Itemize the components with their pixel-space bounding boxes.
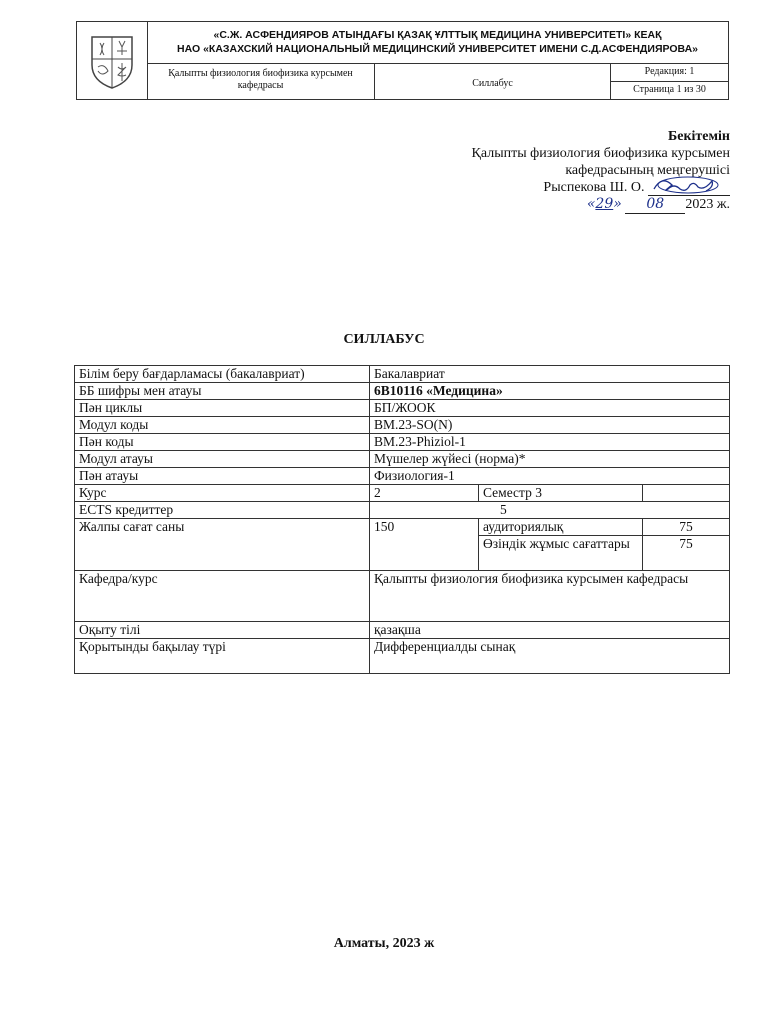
date-day: 29 bbox=[595, 196, 614, 212]
language-value: қазақша bbox=[370, 622, 730, 639]
row-value: Бакалавриат bbox=[370, 366, 730, 383]
row-value: БП/ЖООК bbox=[370, 400, 730, 417]
university-logo bbox=[77, 22, 148, 99]
semester-empty-cell bbox=[643, 485, 730, 502]
row-label: Жалпы сағат саны bbox=[75, 519, 370, 571]
table-row bbox=[75, 451, 730, 468]
table-row bbox=[75, 400, 730, 417]
approval-line-1: Қалыпты физиология биофизика курсымен bbox=[471, 146, 730, 161]
row-label: Пән атауы bbox=[75, 468, 370, 485]
date-quote-open: « bbox=[586, 196, 596, 212]
row-label: ББ шифры мен атауы bbox=[75, 383, 370, 400]
row-label: Оқыту тілі bbox=[75, 622, 370, 639]
row-label: Қорытынды бақылау түрі bbox=[75, 639, 370, 674]
row-label: ECTS кредиттер bbox=[75, 502, 370, 519]
row-label: Пән коды bbox=[75, 434, 370, 451]
approver-name: Рыспекова Ш. О. bbox=[543, 180, 645, 195]
table-row-control bbox=[75, 639, 730, 674]
row-label: Кафедра/курс bbox=[75, 571, 370, 622]
approval-line-2: кафедрасының меңгерушісі bbox=[565, 163, 730, 178]
header-doc-type: Силлабус bbox=[375, 64, 611, 99]
self-study-label: Өзіндік жұмыс сағаттары bbox=[479, 536, 643, 571]
header-edition: Редакция: 1 bbox=[611, 64, 728, 82]
table-row bbox=[75, 468, 730, 485]
table-row-ects bbox=[75, 502, 730, 519]
signature-scribble-icon bbox=[648, 175, 730, 197]
row-label: Білім беру бағдарламасы (бакалавриат) bbox=[75, 366, 370, 383]
header-page-number: Страница 1 из 30 bbox=[633, 84, 706, 95]
university-title bbox=[147, 22, 728, 64]
signature bbox=[648, 181, 730, 196]
ects-value: 5 bbox=[370, 502, 730, 519]
university-name-ru: НАО «КАЗАХСКИЙ НАЦИОНАЛЬНЫЙ МЕДИЦИНСКИЙ УНИВЕРСИТЕТ ИМЕНИ С.Д.АСФЕНДИЯРОВА» bbox=[176, 43, 699, 55]
table-row-hours bbox=[75, 519, 730, 536]
table-row-course bbox=[75, 485, 730, 502]
hours-total: 150 bbox=[370, 519, 479, 571]
document-title: СИЛЛАБУС bbox=[343, 332, 425, 347]
control-value: Дифференциалды сынақ bbox=[370, 639, 730, 674]
document-footer: Алматы, 2023 ж bbox=[333, 936, 435, 951]
row-label: Пән циклы bbox=[75, 400, 370, 417]
row-label: Модул атауы bbox=[75, 451, 370, 468]
approval-block bbox=[472, 128, 730, 214]
row-value: Мүшелер жүйесі (норма)* bbox=[370, 451, 730, 468]
approval-title: Бекітемін bbox=[667, 129, 730, 144]
row-label: Курс bbox=[75, 485, 370, 502]
document-header bbox=[76, 21, 729, 100]
header-department: Қалыпты физиология биофизика курсымен кафедрасы bbox=[147, 64, 375, 99]
row-value: BM.23-SO(N) bbox=[370, 417, 730, 434]
approval-signature-row bbox=[472, 179, 730, 196]
row-value: BM.23-Phiziol-1 bbox=[370, 434, 730, 451]
table-row bbox=[75, 434, 730, 451]
table-row-department bbox=[75, 571, 730, 622]
table-row bbox=[75, 383, 730, 400]
table-row bbox=[75, 417, 730, 434]
row-value: 6В10116 «Медицина» bbox=[370, 383, 730, 400]
university-name-kz: «С.Ж. АСФЕНДИЯРОВ АТЫНДАҒЫ ҚАЗАҚ ҰЛТТЫҚ МЕДИЦИНА УНИВЕРСИТЕТІ» КЕАҚ bbox=[213, 29, 662, 41]
date-year: 2023 ж. bbox=[685, 197, 730, 212]
department-value: Қалыпты физиология биофизика курсымен кафедрасы bbox=[370, 571, 730, 622]
date-quote-close: » bbox=[613, 196, 622, 212]
auditory-label: аудиториялық bbox=[479, 519, 643, 536]
row-value: Физиология-1 bbox=[370, 468, 730, 485]
self-study-value: 75 bbox=[643, 536, 730, 571]
date-month: 08 bbox=[625, 196, 685, 214]
table-row-language bbox=[75, 622, 730, 639]
syllabus-info-table bbox=[74, 365, 730, 674]
coat-of-arms-icon bbox=[86, 31, 138, 91]
row-label: Модул коды bbox=[75, 417, 370, 434]
approval-date-row bbox=[472, 196, 730, 214]
auditory-value: 75 bbox=[643, 519, 730, 536]
semester-value: Семестр 3 bbox=[479, 485, 643, 502]
table-row bbox=[75, 366, 730, 383]
course-value: 2 bbox=[370, 485, 479, 502]
